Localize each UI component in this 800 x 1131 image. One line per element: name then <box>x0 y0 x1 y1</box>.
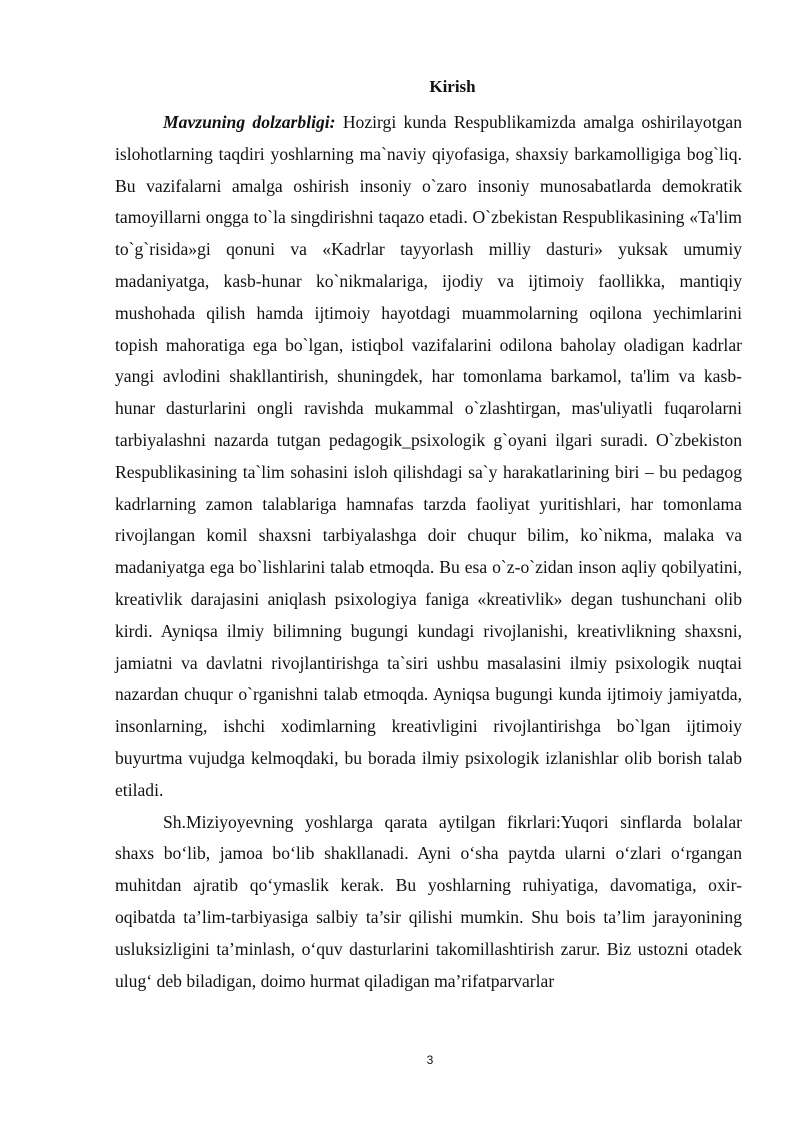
relevance-lead: Mavzuning dolzarbligi: <box>163 112 336 132</box>
page-number: 3 <box>426 1053 434 1067</box>
paragraph-quote: Sh.Miziyoyevning yoshlarga qarata aytilgan fikrlari:Yuqori sinflarda bolalar shaxs bo‘lib, jamoa bo‘lib shakllanadi. Ayni o‘sha paytda ularni o‘zlari o‘rgangan muhitdan ajratib qo‘ymaslik kerak. Bu yoshlarning ruhiyatiga, davomatiga, oxir-oqibatda ta’lim-tarbiyasiga salbiy ta’sir qilishi mumkin. Shu bois ta’lim jarayonining usluksizligini ta’minlash, o‘quv dasturlarini takomillashtirish zarur. Biz ustozni otadek ulug‘ deb biladigan, doimo hurmat qiladigan ma’rifatparvarlar <box>115 811 742 991</box>
relevance-text: Hozirgi kunda Respublikamizda amalga oshirilayotgan islohotlarning taqdiri yoshlarning ma`naviy qiyofasiga, shaxsiy barkamolligiga bog`liq. Bu vazifalarni amalga oshirish insoniy o`zaro insoniy munosabatlarda demokratik tamoyillarni ongga to`la singdirishni taqazo etadi. O`zbekistan Respublikasining «Ta'lim to`g`risida»gi qonuni va «Kadrlar tayyorlash milliy dasturi» yuksak umumiy madaniyatga, kasb-hunar ko`nikmalariga, ijodiy va ijtimoiy faollikka, mantiqiy mushohada qilish hamda ijtimoiy hayotdagi muammolarning oqilona yechimlarini topish mahoratiga ega bo`lgan, istiqbol vazifalarini odilona baholay oladigan kadrlar yangi avlodini shakllantirish, shuningdek, har tomonlama barkamol, ta'lim va kasb-hunar dasturlarini ongli ravishda mukammal o`zlashtirgan, mas'uliyatli fuqarolarni tarbiyalashni nazarda tutgan pedagogik_psixologik g`oyani ilgari suradi. O`zbekiston Respublikasining ta`lim sohasini isloh qilishdagi sa`y harakatlarining biri – bu pedagog kadrlarning zamon talablariga hamnafas tarzda faoliyat yuritishlari, har tomonlama rivojlangan komil shaxsni tarbiyalashga doir chuqur bilim, ko`nikma, malaka va madaniyatga ega bo`lishlarini talab etmoqda. Bu esa o`z-o`zidan inson aqliy qobilyatini, kreativlik darajasini aniqlash psixologiya faniga «kreativlik» degan tushunchani olib kirdi. Ayniqsa ilmiy bilimning bugungi kundagi rivojlanishi, kreativlikning shaxsni, jamiatni va davlatni rivojlantirishga ta`siri ushbu masalasini ilmiy psixologik nuqtai nazardan chuqur o`rganishni talab etmoqda. Ayniqsa bugungi kunda ijtimoiy jamiyatda, insonlarning, ishchi xodimlarning kreativligini rivojlantirishga bo`lgan ijtimoiy buyurtma vujudga kelmoqdaki, bu borada ilmiy psixologik izlanishlar olib borish talab etiladi. <box>115 112 742 800</box>
section-heading: Kirish <box>429 77 476 96</box>
paragraph-relevance <box>115 107 742 807</box>
body-text <box>115 107 742 997</box>
